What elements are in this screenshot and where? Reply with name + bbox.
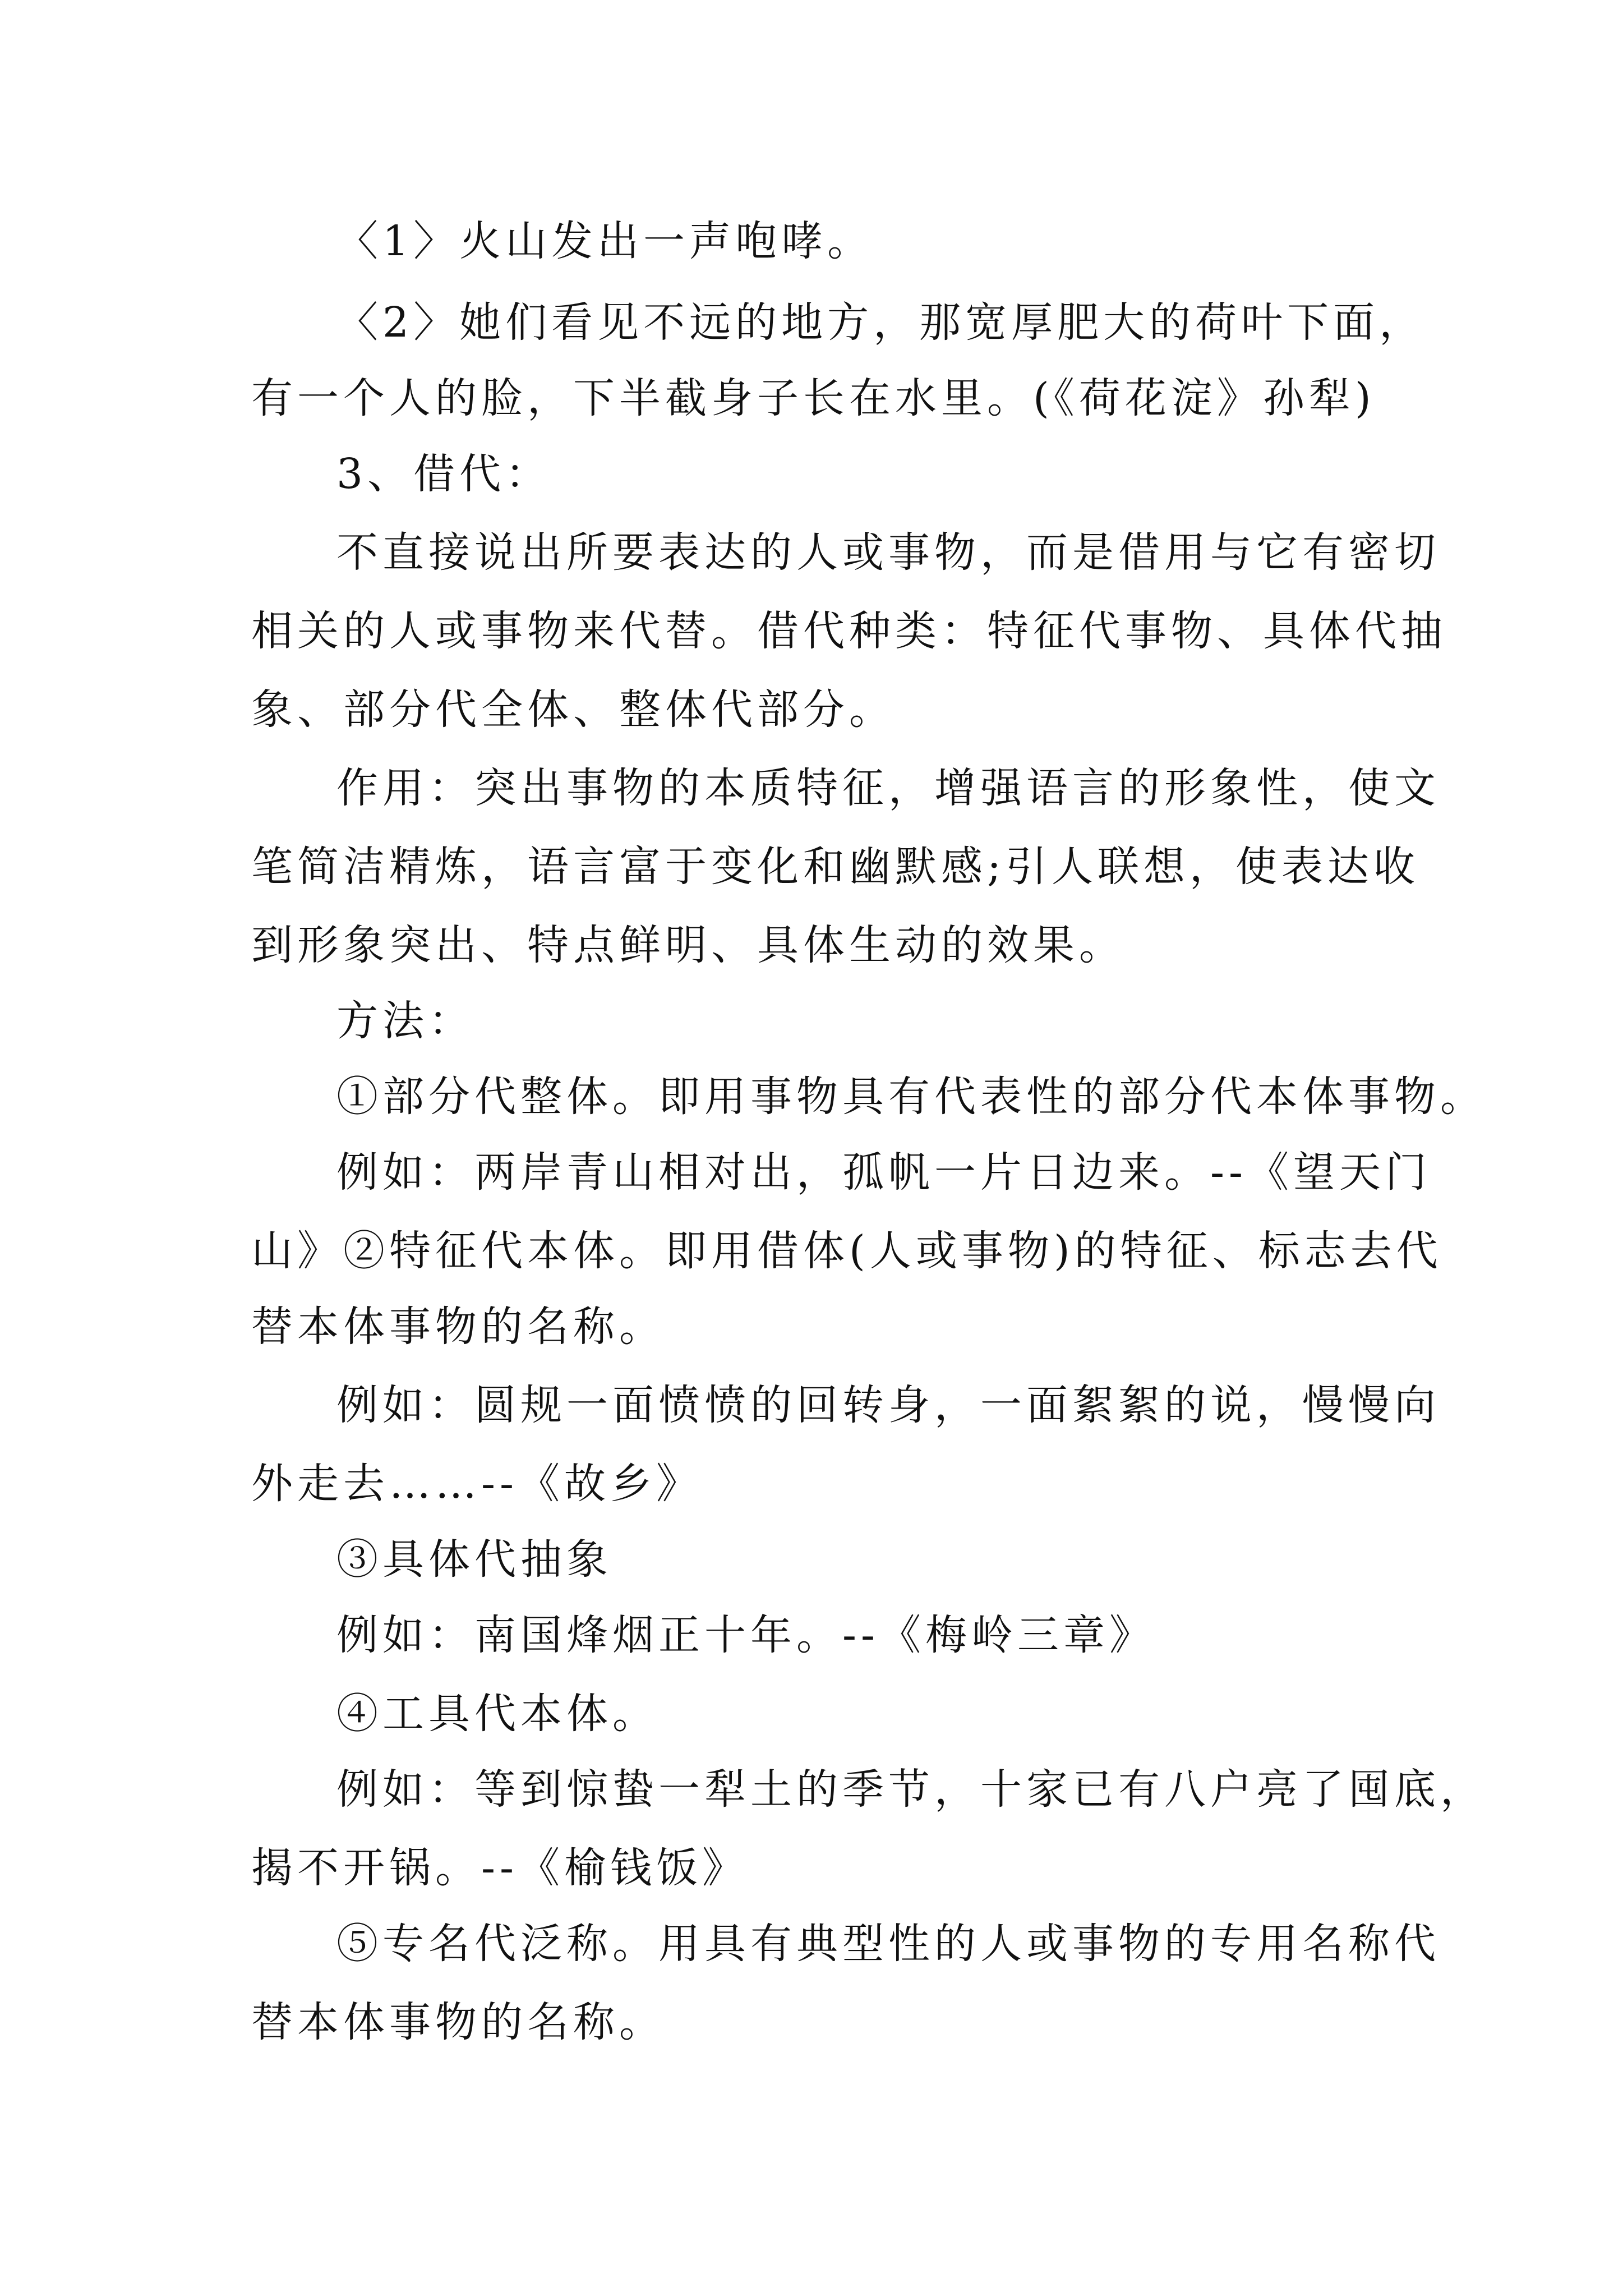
text-line-15: 替本体事物的名称。 [251,1303,665,1351]
text-line-1: 〈1〉火山发出一声咆哮。 [336,217,874,265]
text-line-4: 3、借代： [336,450,552,498]
text-line-13: 例如：两岸青山相对出，孤帆一片日边来。--《望天门 [336,1148,1432,1197]
text-line-10: 到形象突出、特点鲜明、具体生动的效果。 [251,921,1125,969]
text-line-14: 山》②特征代本体。即用借体(人或事物)的特征、标志去代 [251,1227,1442,1275]
text-line-23: ⑤专名代泛称。用具有典型性的人或事物的专用名称代 [336,1920,1440,1968]
text-line-3: 有一个人的脸，下半截身子长在水里。(《荷花淀》孙犁) [251,374,1376,422]
text-line-2: 〈2〉她们看见不远的地方，那宽厚肥大的荷叶下面， [336,298,1426,347]
text-line-18: ③具体代抽象 [336,1535,612,1584]
text-line-8: 作用：突出事物的本质特征，增强语言的形象性，使文 [336,764,1440,812]
text-line-21: 例如：等到惊蛰一犁土的季节，十家已有八户亮了囤底， [336,1765,1486,1814]
text-line-7: 象、部分代全体、整体代部分。 [251,685,895,734]
text-line-20: ④工具代本体。 [336,1690,658,1738]
text-line-16: 例如：圆规一面愤愤的回转身，一面絮絮的说，慢慢向 [336,1381,1440,1429]
text-line-22: 揭不开锅。--《榆钱饭》 [251,1844,749,1892]
text-line-19: 例如：南国烽烟正十年。--《梅岭三章》 [336,1611,1156,1659]
text-line-5: 不直接说出所要表达的人或事物，而是借用与它有密切 [336,528,1440,577]
text-line-24: 替本体事物的名称。 [251,1998,665,2046]
text-line-6: 相关的人或事物来代替。借代种类：特征代事物、具体代抽 [251,607,1447,655]
text-line-9: 笔简洁精炼，语言富于变化和幽默感;引人联想，使表达收 [251,843,1419,891]
text-line-11: 方法： [336,997,474,1045]
text-line-17: 外走去……--《故乡》 [251,1460,703,1508]
text-line-12: ①部分代整体。即用事物具有代表性的部分代本体事物。 [336,1073,1486,1121]
